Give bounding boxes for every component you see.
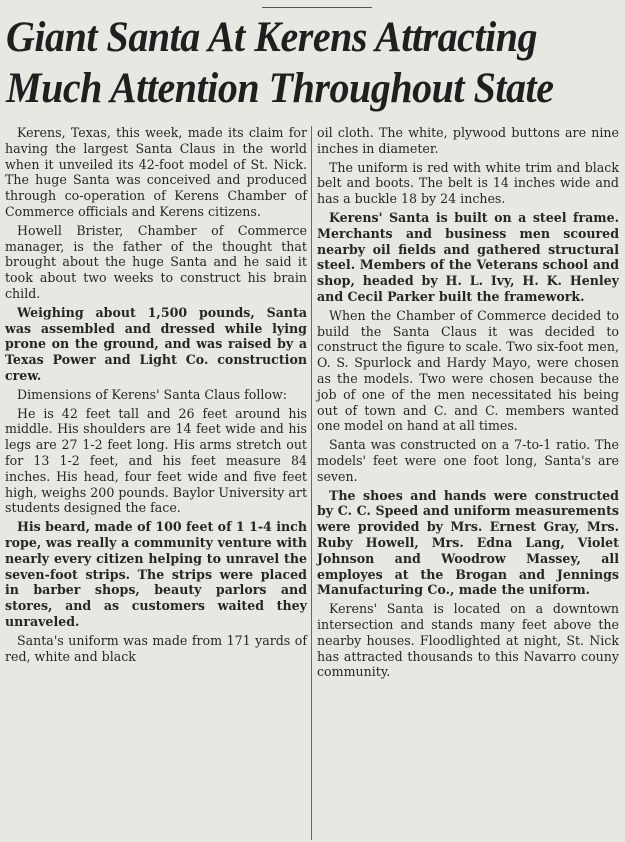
article-column-right — [317, 125, 619, 683]
paragraph-dimensions: He is 42 feet tall and 26 feet around his middle. His shoulders are 14 feet wide and his legs are 27 1-2 feet long. His arms stretch out for 13 1-2 feet, and his feet measure 84 inches. His head, four feet wide and five feet high, weighs 200 pounds. Baylor University art students designed the face. — [5, 405, 307, 516]
paragraph-uniform-colors: The uniform is red with white trim and black belt and boots. The belt is 14 inches wide and has a buckle 18 by 24 inches. — [317, 159, 619, 207]
headline-line-1: Giant Santa At Kerens Attracting — [6, 14, 538, 61]
headline-line-2: Much Attention Throughout State — [6, 65, 554, 112]
paragraph-dimensions-intro: Dimensions of Kerens' Santa Claus follow: — [17, 386, 288, 402]
paragraph-scale-models: When the Chamber of Commerce decided to build the Santa Claus it was decided to construct the figure to scale. Two six-foot men, O. S. Spurlock and Hardy Mayo, were chosen as the models. Two were chosen because the job of one of the men necessitated his being out of town and C. and C. members wanted one model on hand at all times. — [317, 307, 619, 434]
paragraph-weight: Weighing about 1,500 pounds, Santa was assembled and dressed while lying prone on the ground, and was raised by a Texas Power and Light Co. construction crew. — [5, 304, 307, 383]
headline — [6, 12, 577, 114]
paragraph-beard: His beard, made of 100 feet of 1 1-4 inch rope, was really a community venture with nearly every citizen helping to unravel the seven-foot strips. The strips were placed in barber shops, beauty parlors and stores, and as customers waited they unraveled. — [5, 519, 307, 629]
article-column-left — [5, 125, 307, 667]
paragraph-uniform-start: Santa's uniform was made from 171 yards of red, white and black — [5, 632, 307, 664]
paragraph-dateline: Kerens, Texas, this week, made its claim for having the largest Santa Claus in the world when it unveiled its 42-foot model of St. Nick. The huge Santa was conceived and produced through co-operation of Kerens Chamber of Commerce officials and Kerens citizens. — [5, 125, 307, 219]
paragraph-brister: Howell Brister, Chamber of Commerce manager, is the father of the thought that brought about the huge Santa and he said it took about two weeks to construct his brain child. — [5, 222, 307, 301]
paragraph-ratio: Santa was constructed on a 7-to-1 ratio. The models' feet were one foot long, Santa's are seven. — [317, 437, 619, 484]
paragraph-uniform-cont: oil cloth. The white, plywood buttons are nine inches in diameter. — [317, 125, 619, 156]
top-rule — [262, 7, 372, 8]
paragraph-location: Kerens' Santa is located on a downtown intersection and stands many feet above the nearby houses. Floodlighted at night, St. Nick has attracted thousands to this Navarro couny community. — [317, 601, 619, 680]
paragraph-shoes-hands: The shoes and hands were constructed by C. C. Speed and uniform measurements were provided by Mrs. Ernest Gray, Mrs. Ruby Howell, Mrs. Edna Lang, Violet Johnson and Woodrow Massey, all employes at the Brogan and Jennings Manufacturing Co., made the uniform. — [317, 487, 619, 598]
paragraph-steel-frame: Kerens' Santa is built on a steel frame. Merchants and business men scoured nearby oil fields and gathered structural steel. Members of the Veterans school and shop, headed by H. L. Ivy, H. K. Henley and Cecil Parker built the framework. — [317, 209, 619, 304]
column-divider — [311, 126, 312, 840]
